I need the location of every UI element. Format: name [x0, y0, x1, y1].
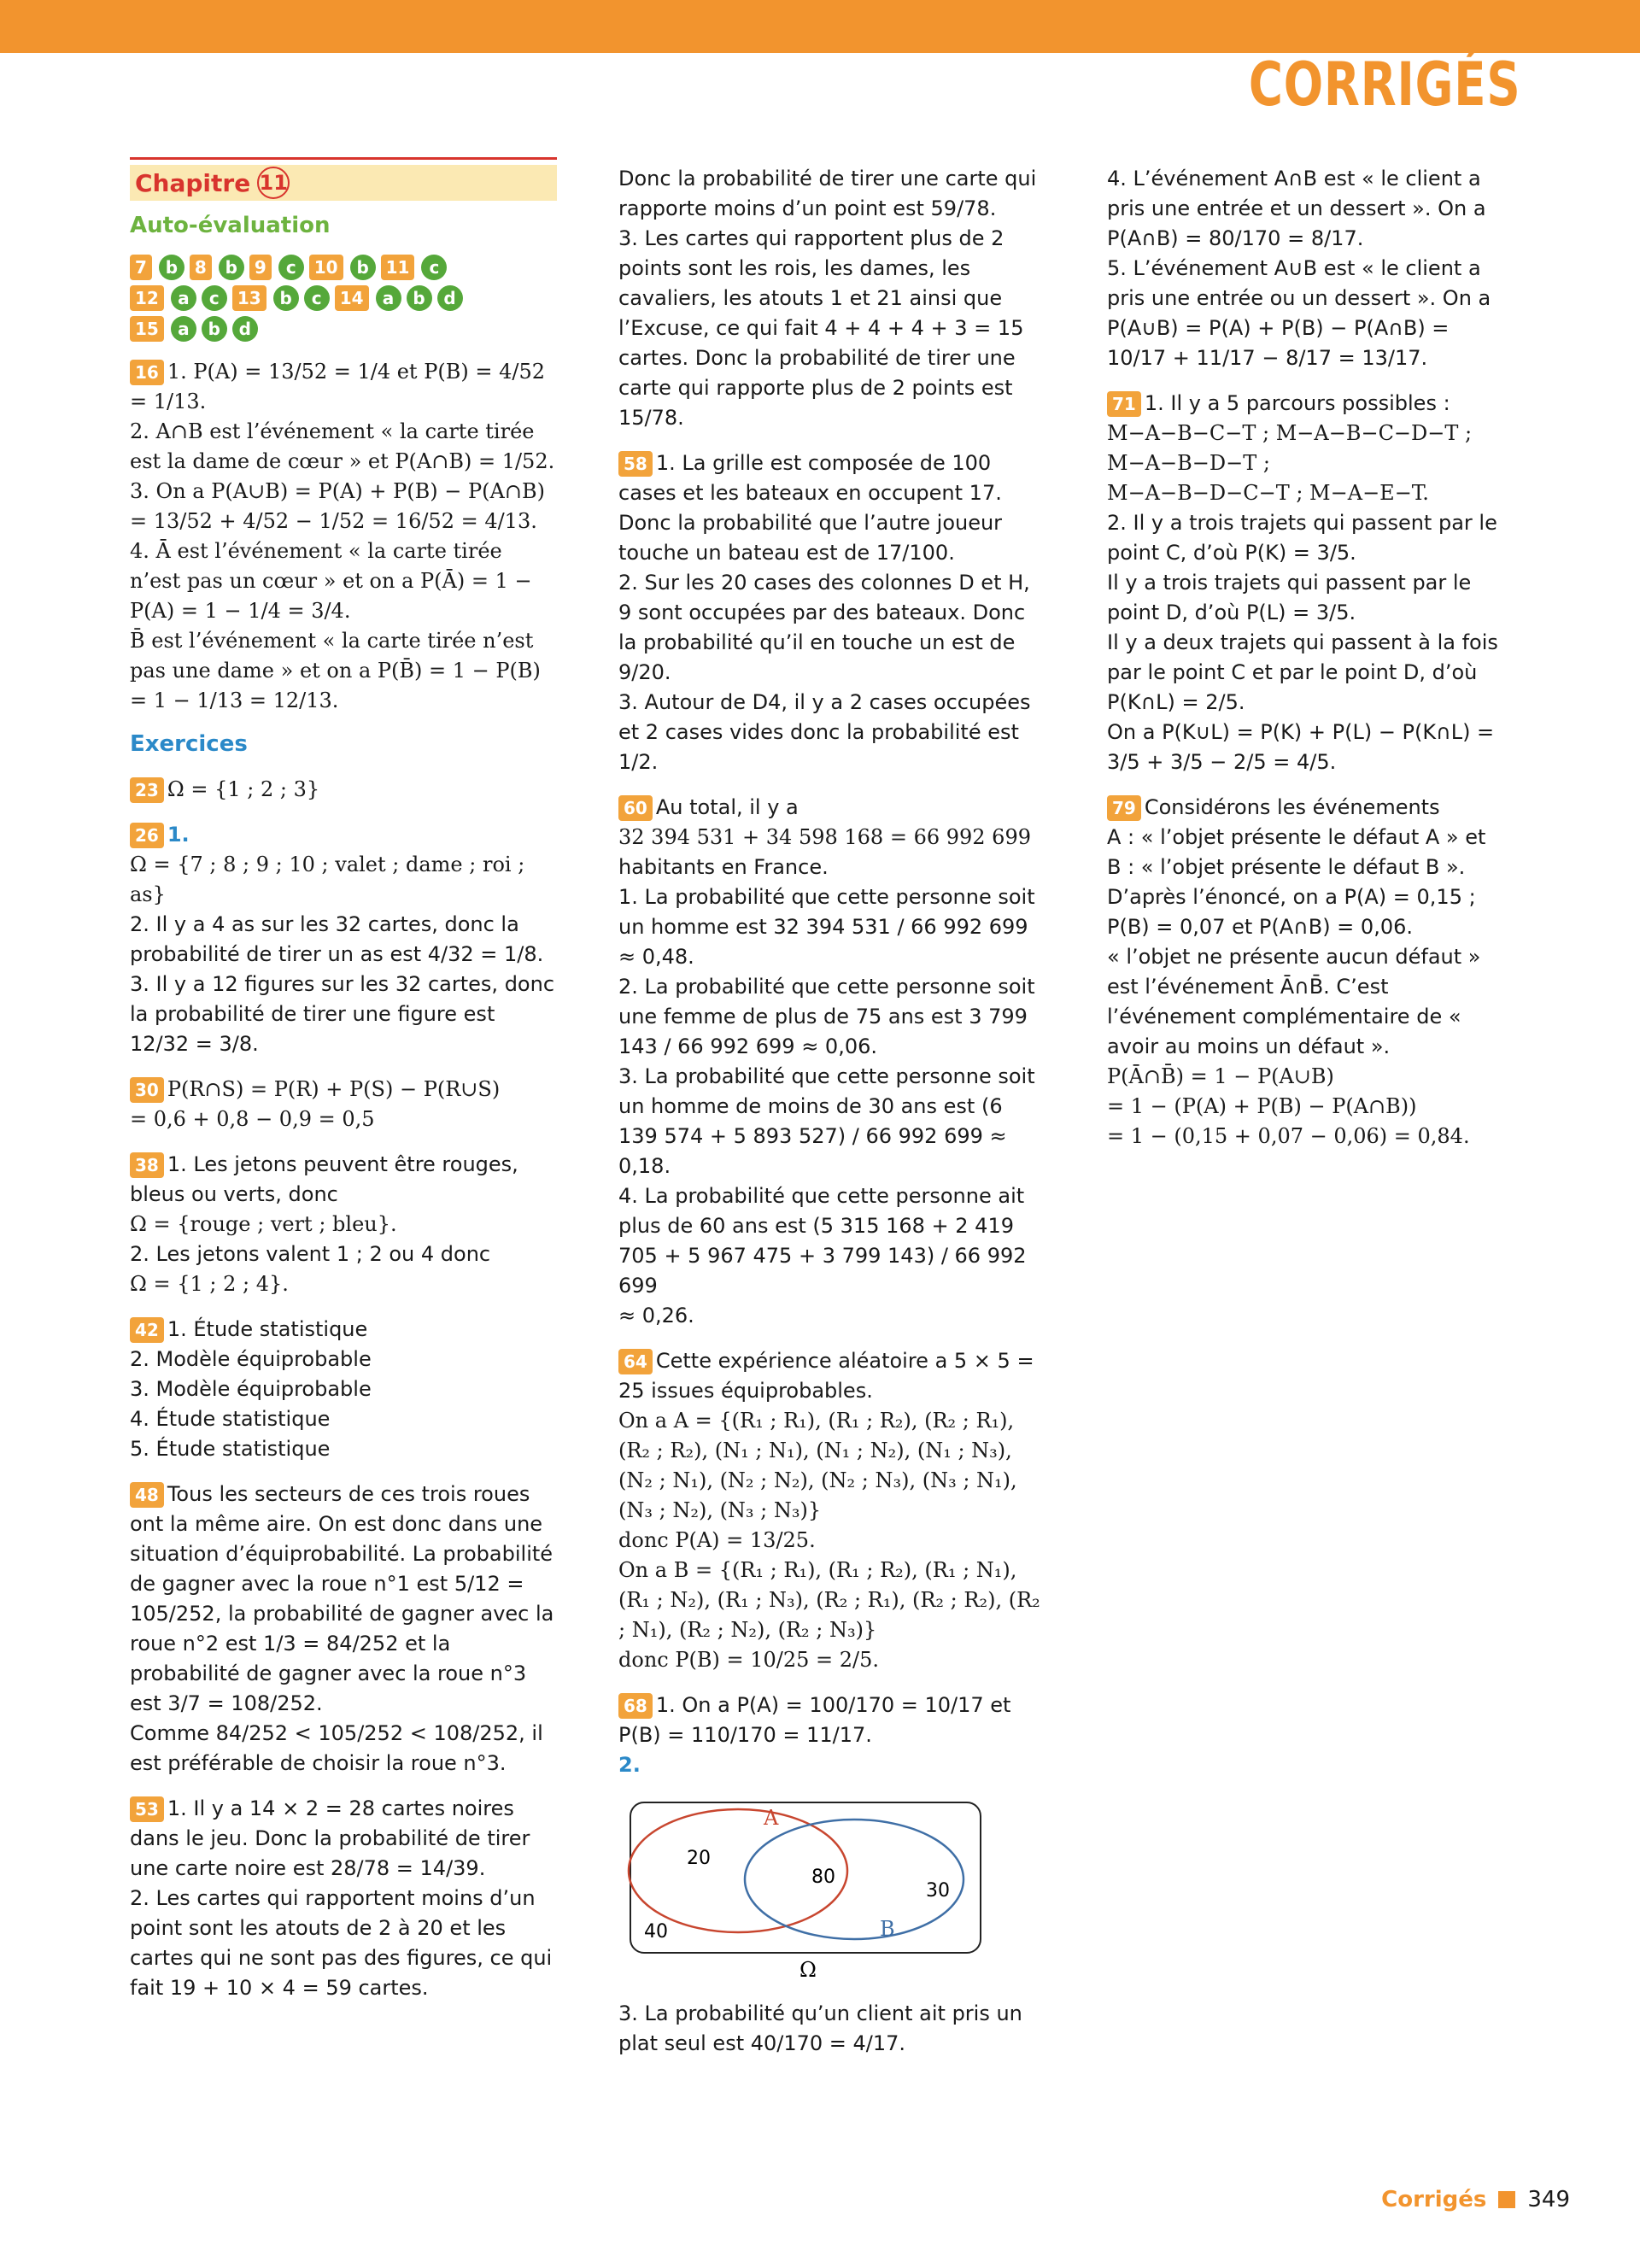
exercise-text: 1. P(A) = 13/52 = 1/4 et P(B) = 4/52 = 1/13.	[130, 360, 545, 413]
exercise-79	[1107, 793, 1508, 1152]
exercise-tag: 53	[130, 1796, 164, 1822]
auto-evaluation-heading: Auto-évaluation	[130, 213, 331, 238]
exercise-text: 4. La probabilité que cette personne ait plus de 60 ans est (5 315 168 + 2 419 705 + 5 967 475 + 3 799 143) / 66 992 699	[618, 1184, 1027, 1298]
answer-bubble: c	[278, 255, 304, 280]
chapter-label: Chapitre	[135, 168, 251, 197]
exercise-text: 1. La grille est composée de 100 cases et les bateaux en occupent 17. Donc la probabilité que l’autre joueur touche un bateau est de 17/100.	[618, 451, 1003, 565]
exercise-text: 2. Modèle équiprobable	[130, 1347, 372, 1371]
exercise-text: 4. L’événement A∩B est « le client a pris une entrée et un dessert ». On a P(A∩B) = 80/170 = 8/17.	[1107, 167, 1486, 250]
column-1	[130, 164, 557, 2003]
exercise-text: 2. A∩B est l’événement « la carte tirée est la dame de cœur » et P(A∩B) = 1/52.	[130, 419, 555, 473]
top-orange-bar	[0, 0, 1640, 53]
set-b-label: B	[880, 1917, 895, 1941]
answer-bubble: b	[202, 316, 227, 342]
exercise-text: On a A = {(R₁ ; R₁), (R₁ ; R₂), (R₂ ; R₁), (R₂ ; R₂), (N₁ ; N₁), (N₁ ; N₂), (N₁ ; N₃), (N₂ ; N₁), (N₂ ; N₂), (N₂ ; N₃), (N₃ ; N₁), (N₃ ; N₂), (N₃ ; N₃)}	[618, 1409, 1017, 1522]
answer-bubble: b	[350, 255, 376, 280]
exercise-text: 2. Il y a trois trajets qui passent par le point C, d’où P(K) = 3/5.	[1107, 511, 1497, 565]
answer-bubble: d	[232, 316, 258, 342]
exercise-text: Cette expérience aléatoire a 5 × 5 = 25 issues équiprobables.	[618, 1349, 1034, 1403]
exercise-42	[130, 1315, 557, 1464]
exercise-text: P(Ā∩B̄) = 1 − P(A∪B)	[1107, 1064, 1334, 1088]
exercise-text: M−A−B−C−T ; M−A−B−C−D−T ;	[1107, 421, 1473, 445]
only-a-count: 20	[687, 1848, 711, 1869]
exercise-26	[130, 820, 557, 1059]
exercise-tag: 30	[130, 1077, 164, 1103]
exercise-text: 2.	[618, 1753, 641, 1777]
answer-bubble: b	[273, 285, 299, 311]
intersection-count: 80	[811, 1867, 835, 1888]
exercise-text: donc P(B) = 10/25 = 2/5.	[618, 1648, 880, 1672]
exercise-text: M−A−B−D−T ;	[1107, 451, 1270, 475]
answer-tag: 7	[130, 255, 152, 280]
exercise-text: Ω = {7 ; 8 ; 9 ; 10 ; valet ; dame ; roi ; as}	[130, 853, 525, 906]
exercise-48	[130, 1480, 557, 1779]
answer-row	[130, 255, 557, 280]
venn-diagram	[618, 1794, 994, 1982]
exercise-text: B : « l’objet présente le défaut B ».	[1107, 855, 1466, 879]
exercise-60	[618, 793, 1046, 1331]
answer-bubble: a	[376, 285, 401, 311]
exercise-text: Tous les secteurs de ces trois roues ont la même aire. On est donc dans une situation d’équiprobabilité. La probabilité de gagner avec la roue n°1 est 5/12 = 105/252, la probabilité de gagner avec la roue n°2 est 1/3 = 84/252 et la probabilité de gagner avec la roue n°3 est 3/7 = 108/252.	[130, 1482, 554, 1715]
exercise-68	[618, 1691, 1046, 1780]
exercise-text: donc P(A) = 13/25.	[618, 1528, 816, 1552]
exercise-text: Ω = {1 ; 2 ; 3}	[167, 777, 320, 801]
exercise-text: 1. Il y a 5 parcours possibles :	[1144, 391, 1450, 415]
exercise-16	[130, 357, 557, 716]
column-2	[618, 164, 1046, 2059]
exercise-text: 3. Il y a 12 figures sur les 32 cartes, donc la probabilité de tirer une figure est 12/32 = 3/8.	[130, 972, 555, 1056]
exercise-text: 3. La probabilité qu’un client ait pris un plat seul est 40/170 = 4/17.	[618, 2001, 1022, 2055]
exercise-text: Considérons les événements	[1144, 795, 1440, 819]
answer-bubble: b	[159, 255, 184, 280]
only-b-count: 30	[926, 1880, 950, 1902]
exercise-text: 5. Étude statistique	[130, 1437, 331, 1461]
exercise-text: 3. On a P(A∪B) = P(A) + P(B) − P(A∩B) = 13/52 + 4/52 − 1/52 = 16/52 = 4/13.	[130, 479, 545, 533]
answer-tag: 8	[190, 255, 212, 280]
exercise-tag: 16	[130, 360, 164, 385]
answer-bubble: b	[219, 255, 244, 280]
answer-bubble: c	[304, 285, 330, 311]
exercise-tag: 71	[1107, 391, 1141, 417]
answer-tag: 12	[130, 285, 164, 311]
answer-tag: 14	[335, 285, 369, 311]
exercise-23	[130, 775, 557, 805]
answer-tag: 15	[130, 316, 164, 342]
answer-tag: 10	[309, 255, 343, 280]
answer-bubble: b	[407, 285, 432, 311]
exercise-text: 2. La probabilité que cette personne soit une femme de plus de 75 ans est 3 799 143 / 66 992 699 ≈ 0,06.	[618, 975, 1035, 1058]
page-header-title: CORRIGÉS	[1248, 50, 1520, 120]
exercise-text: Ω = {rouge ; vert ; bleu}.	[130, 1212, 397, 1236]
answer-bubble: a	[171, 285, 196, 311]
exercise-text: 1. On a P(A) = 100/170 = 10/17 et P(B) = 110/170 = 11/17.	[618, 1693, 1011, 1747]
answer-row	[130, 285, 557, 311]
exercise-tag: 68	[618, 1693, 653, 1719]
exercise-text: Comme 84/252 < 105/252 < 108/252, il est préférable de choisir la roue n°3.	[130, 1721, 543, 1775]
exercise-text: 2. Les cartes qui rapportent moins d’un point sont les atouts de 2 à 20 et les cartes qui ne sont pas des figures, ce qui fait 19 + 10 × 4 = 59 cartes.	[130, 1886, 553, 2000]
chapter-number: 11	[257, 167, 290, 199]
exercise-text: Donc la probabilité de tirer une carte qui rapporte moins d’un point est 59/78.	[618, 167, 1037, 220]
exercices-heading: Exercices	[130, 731, 248, 757]
set-b-ellipse	[745, 1820, 964, 1939]
exercise-text: 1. Les jetons peuvent être rouges, bleus ou verts, donc	[130, 1152, 518, 1206]
exercise-text: « l’objet ne présente aucun défaut » est l’événement Ā∩B̄. C’est l’événement complémentaire de « avoir au moins un défaut ».	[1107, 945, 1481, 1058]
exercise-text: 1. La probabilité que cette personne soit un homme est 32 394 531 / 66 992 699 ≈ 0,48.	[618, 885, 1035, 969]
page-footer	[1381, 2187, 1570, 2212]
exercise-text: 4. Étude statistique	[130, 1407, 331, 1431]
exercise-text: M−A−B−D−C−T ; M−A−E−T.	[1107, 481, 1429, 505]
exercise-text: 2. Il y a 4 as sur les 32 cartes, donc la probabilité de tirer un as est 4/32 = 1/8.	[130, 912, 544, 966]
exercise-text: On a B = {(R₁ ; R₁), (R₁ ; R₂), (R₁ ; N₁), (R₁ ; N₂), (R₁ ; N₃), (R₂ ; R₁), (R₂ ; R₂), (R₂ ; N₁), (R₂ ; N₂), (R₂ ; N₃)}	[618, 1558, 1040, 1642]
exercise-tag: 60	[618, 795, 653, 821]
exercise-53	[130, 1794, 557, 2003]
exercise-text: = 1 − (P(A) + P(B) − P(A∩B))	[1107, 1094, 1417, 1118]
exercise-text: 3. Autour de D4, il y a 2 cases occupées et 2 cases vides donc la probabilité est 1/2.	[618, 690, 1031, 774]
exercise-text: 3. Modèle équiprobable	[130, 1377, 372, 1401]
exercise-tag: 58	[618, 451, 653, 477]
exercise-text: D’après l’énoncé, on a P(A) = 0,15 ; P(B) = 0,07 et P(A∩B) = 0,06.	[1107, 885, 1476, 939]
answer-bubble: c	[202, 285, 227, 311]
exercise-tag: 64	[618, 1349, 653, 1374]
page-number: 349	[1527, 2187, 1570, 2212]
exercise-text: = 1 − (0,15 + 0,07 − 0,06) = 0,84.	[1107, 1124, 1470, 1148]
exercise-text: ≈ 0,26.	[618, 1304, 694, 1327]
exercise-tag: 42	[130, 1317, 164, 1343]
exercise-text: = 0,6 + 0,8 − 0,9 = 0,5	[130, 1107, 375, 1131]
exercise-text: B̄ est l’événement « la carte tirée n’est pas une dame » et on a P(B̄) = 1 − P(B) = 1 − 1/13 = 12/13.	[130, 629, 541, 712]
answer-row	[130, 316, 557, 342]
exercise-tag: 79	[1107, 795, 1141, 821]
exercise-text: A : « l’objet présente le défaut A » et	[1107, 825, 1486, 849]
exercise-text: habitants en France.	[618, 855, 829, 879]
exercise-text: Il y a deux trajets qui passent à la fois par le point C et par le point D, d’où P(K∩L) = 2/5.	[1107, 630, 1498, 714]
exercise-text: 4. Ā est l’événement « la carte tirée n’est pas un cœur » et on a P(Ā) = 1 − P(A) = 1 − 1/4 = 3/4.	[130, 539, 532, 623]
exercise-text: 1. Étude statistique	[167, 1317, 368, 1341]
exercise-text: P(R∩S) = P(R) + P(S) − P(R∪S)	[167, 1077, 501, 1101]
answer-bubble: c	[421, 255, 447, 280]
exercise-58	[618, 448, 1046, 777]
exercise-text: 5. L’événement A∪B est « le client a pris une entrée ou un dessert ». On a P(A∪B) = P(A) + P(B) − P(A∩B) = 10/17 + 11/17 − 8/17 = 13/17.	[1107, 256, 1491, 370]
exercise-tag: 38	[130, 1152, 164, 1178]
exercise-text: 32 394 531 + 34 598 168 = 66 992 699	[618, 825, 1031, 849]
exercise-text: Il y a trois trajets qui passent par le point D, d’où P(L) = 3/5.	[1107, 571, 1472, 624]
exercise-text: 2. Les jetons valent 1 ; 2 ou 4 donc	[130, 1242, 491, 1266]
exercise-text: On a P(K∪L) = P(K) + P(L) − P(K∩L) = 3/5 + 3/5 − 2/5 = 4/5.	[1107, 720, 1495, 774]
exercise-tag: 26	[130, 823, 164, 848]
footer-label: Corrigés	[1381, 2187, 1487, 2212]
exercise-text: 1. Il y a 14 × 2 = 28 cartes noires dans le jeu. Donc la probabilité de tirer une carte noire est 28/78 = 14/39.	[130, 1796, 530, 1880]
answer-tag: 13	[232, 285, 266, 311]
exercise-text: 1.	[167, 823, 190, 847]
exercise-text: Ω = {1 ; 2 ; 4}.	[130, 1272, 289, 1296]
answer-bubble: d	[437, 285, 463, 311]
exercise-71	[1107, 389, 1508, 777]
outside-count: 40	[644, 1921, 668, 1943]
exercise-tag: 23	[130, 777, 164, 803]
exercise-64	[618, 1346, 1046, 1675]
answer-tag: 11	[381, 255, 415, 280]
exercise-38	[130, 1150, 557, 1299]
exercise-tag: 48	[130, 1482, 164, 1508]
answer-tag: 9	[249, 255, 272, 280]
exercise-text: 3. La probabilité que cette personne soit un homme de moins de 30 ans est (6 139 574 + 5 893 527) / 66 992 699 ≈ 0,18.	[618, 1064, 1035, 1178]
exercise-30	[130, 1075, 557, 1134]
chapter-heading	[130, 157, 557, 201]
set-a-label: A	[764, 1806, 779, 1830]
exercise-text: 2. Sur les 20 cases des colonnes D et H, 9 sont occupées par des bateaux. Donc la probabilité qu’il en touche un est de 9/20.	[618, 571, 1030, 684]
answer-bubble: a	[171, 316, 196, 342]
exercise-text: 3. Les cartes qui rapportent plus de 2 points sont les rois, les dames, les cavaliers, les atouts 1 et 21 ainsi que l’Excuse, ce qui fait 4 + 4 + 4 + 3 = 15 cartes. Donc la probabilité de tirer une carte qui rapporte plus de 2 points est 15/78.	[618, 226, 1024, 430]
footer-square-icon	[1498, 2191, 1515, 2208]
column-3	[1107, 164, 1508, 1152]
omega-label: Ω	[800, 1958, 817, 1982]
exercise-text: Au total, il y a	[655, 795, 799, 819]
